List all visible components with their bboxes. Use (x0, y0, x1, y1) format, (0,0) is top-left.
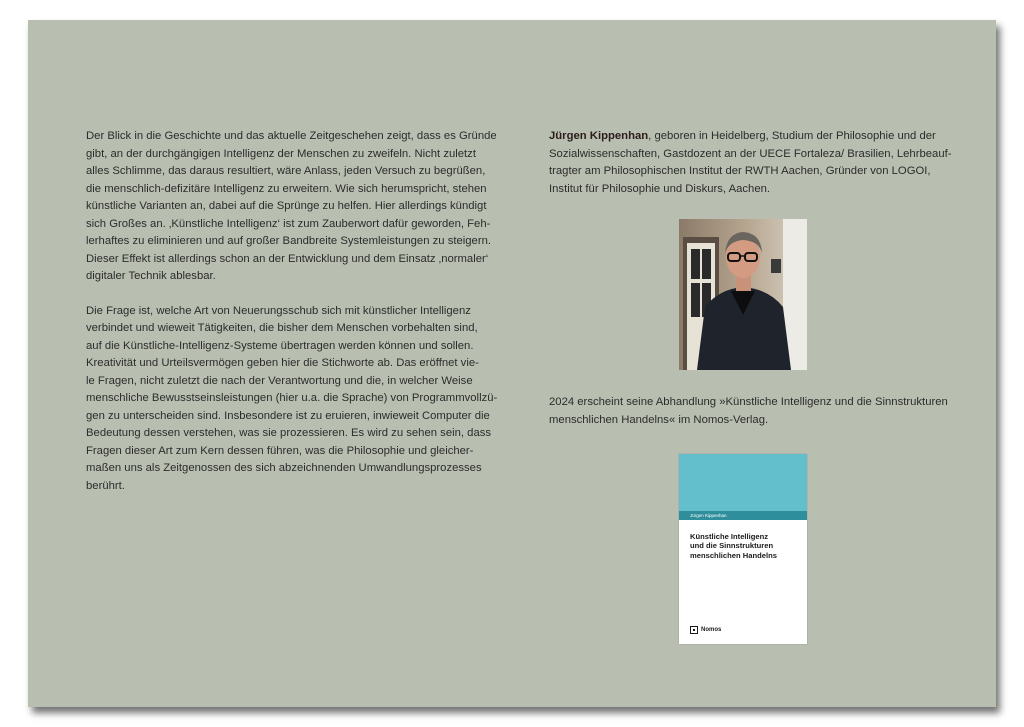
publication-text (549, 394, 969, 446)
intro-paragraph: Der Blick in die Geschichte und das aktuelle Zeitgeschehen zeigt, dass es Gründe gibt, an der durchgängigen Intelligenz der Menschen zu zweifeln. Nicht zuletzt alles Schlimme, das daraus resultiert, wäre Anlass, jeden Versuch zu begrüßen, die menschlich-defizitäre Intelligenz zu erweitern. Wie sich herumspricht, stehen künstliche Varianten an, dabei auf die Sprünge zu helfen. Hier allerdings kündigt sich Großes an. ‚Künstliche Intelligenz‘ ist zum Zauberwort dafür geworden, Feh- lerhaftes zu eliminieren und auf großer Bandbreite Systemleistungen zu steigern. Dieser Effekt ist allerdings schon an der Entwicklung und dem Einsatz ‚normaler‘ digitaler Technik ablesbar. (86, 130, 497, 282)
author-bio: , geboren in Heidelberg, Studium der Philosophie und der Sozialwissenschaften, Gastdozent an der UECE Fortaleza/ Brasilien, Lehrbeauf- tragter am Philosophischen Institut der RWTH Aachen, Gründer von LOGOI, Institut für Philosophie und Diskurs, Aachen. (549, 130, 952, 195)
book-cover-publisher (690, 626, 721, 634)
left-text-column (86, 128, 506, 512)
right-text-column (549, 128, 969, 215)
author-portrait-image (679, 219, 807, 370)
book-cover-title: Künstliche Intelligenz und die Sinnstrukturen menschlichen Handelns (690, 532, 777, 560)
author-photo (679, 219, 807, 370)
book-cover-author: Jürgen Kippenhan (679, 511, 807, 520)
book-cover-top-band (679, 454, 807, 511)
book-cover (679, 454, 807, 644)
book-cover-publisher-name: Nomos (701, 627, 722, 633)
author-name: Jürgen Kippenhan (549, 130, 649, 142)
author-bio-paragraph (549, 128, 969, 198)
question-paragraph: Die Frage ist, welche Art von Neuerungsschub sich mit künstlicher Intelligenz verbindet und wieweit Tätigkeiten, die bisher dem Menschen vorbehalten sind, auf die Künstliche-Intelligenz-Systeme übertragen werden können und sollen. Kreativität und Urteilsvermögen geben hier die Stichworte ab. Das eröffnet vie- le Fragen, nicht zuletzt die nach der Verantwortung und die, in welcher Weise menschliche Bewusstseinsleistungen (hier u.a. die Sprache) von Programmvollzü- gen zu unterscheiden sind. Insbesondere ist zu eruieren, inwieweit Computer die Bedeutung dessen verstehen, was sie prozessieren. Es wird zu sehen sein, dass Fragen dieser Art zum Kern dessen führen, was die Philosophie und gleicher- maßen uns als Zeitgenossen des sich abzeichnenden Umwandlungsprozesses berührt. (86, 304, 498, 492)
nomos-logo-icon (690, 626, 698, 634)
publication-note: 2024 erscheint seine Abhandlung »Künstliche Intelligenz und die Sinnstrukturen menschlichen Handelns« im Nomos-Verlag. (549, 396, 948, 426)
book-spread (28, 20, 996, 707)
